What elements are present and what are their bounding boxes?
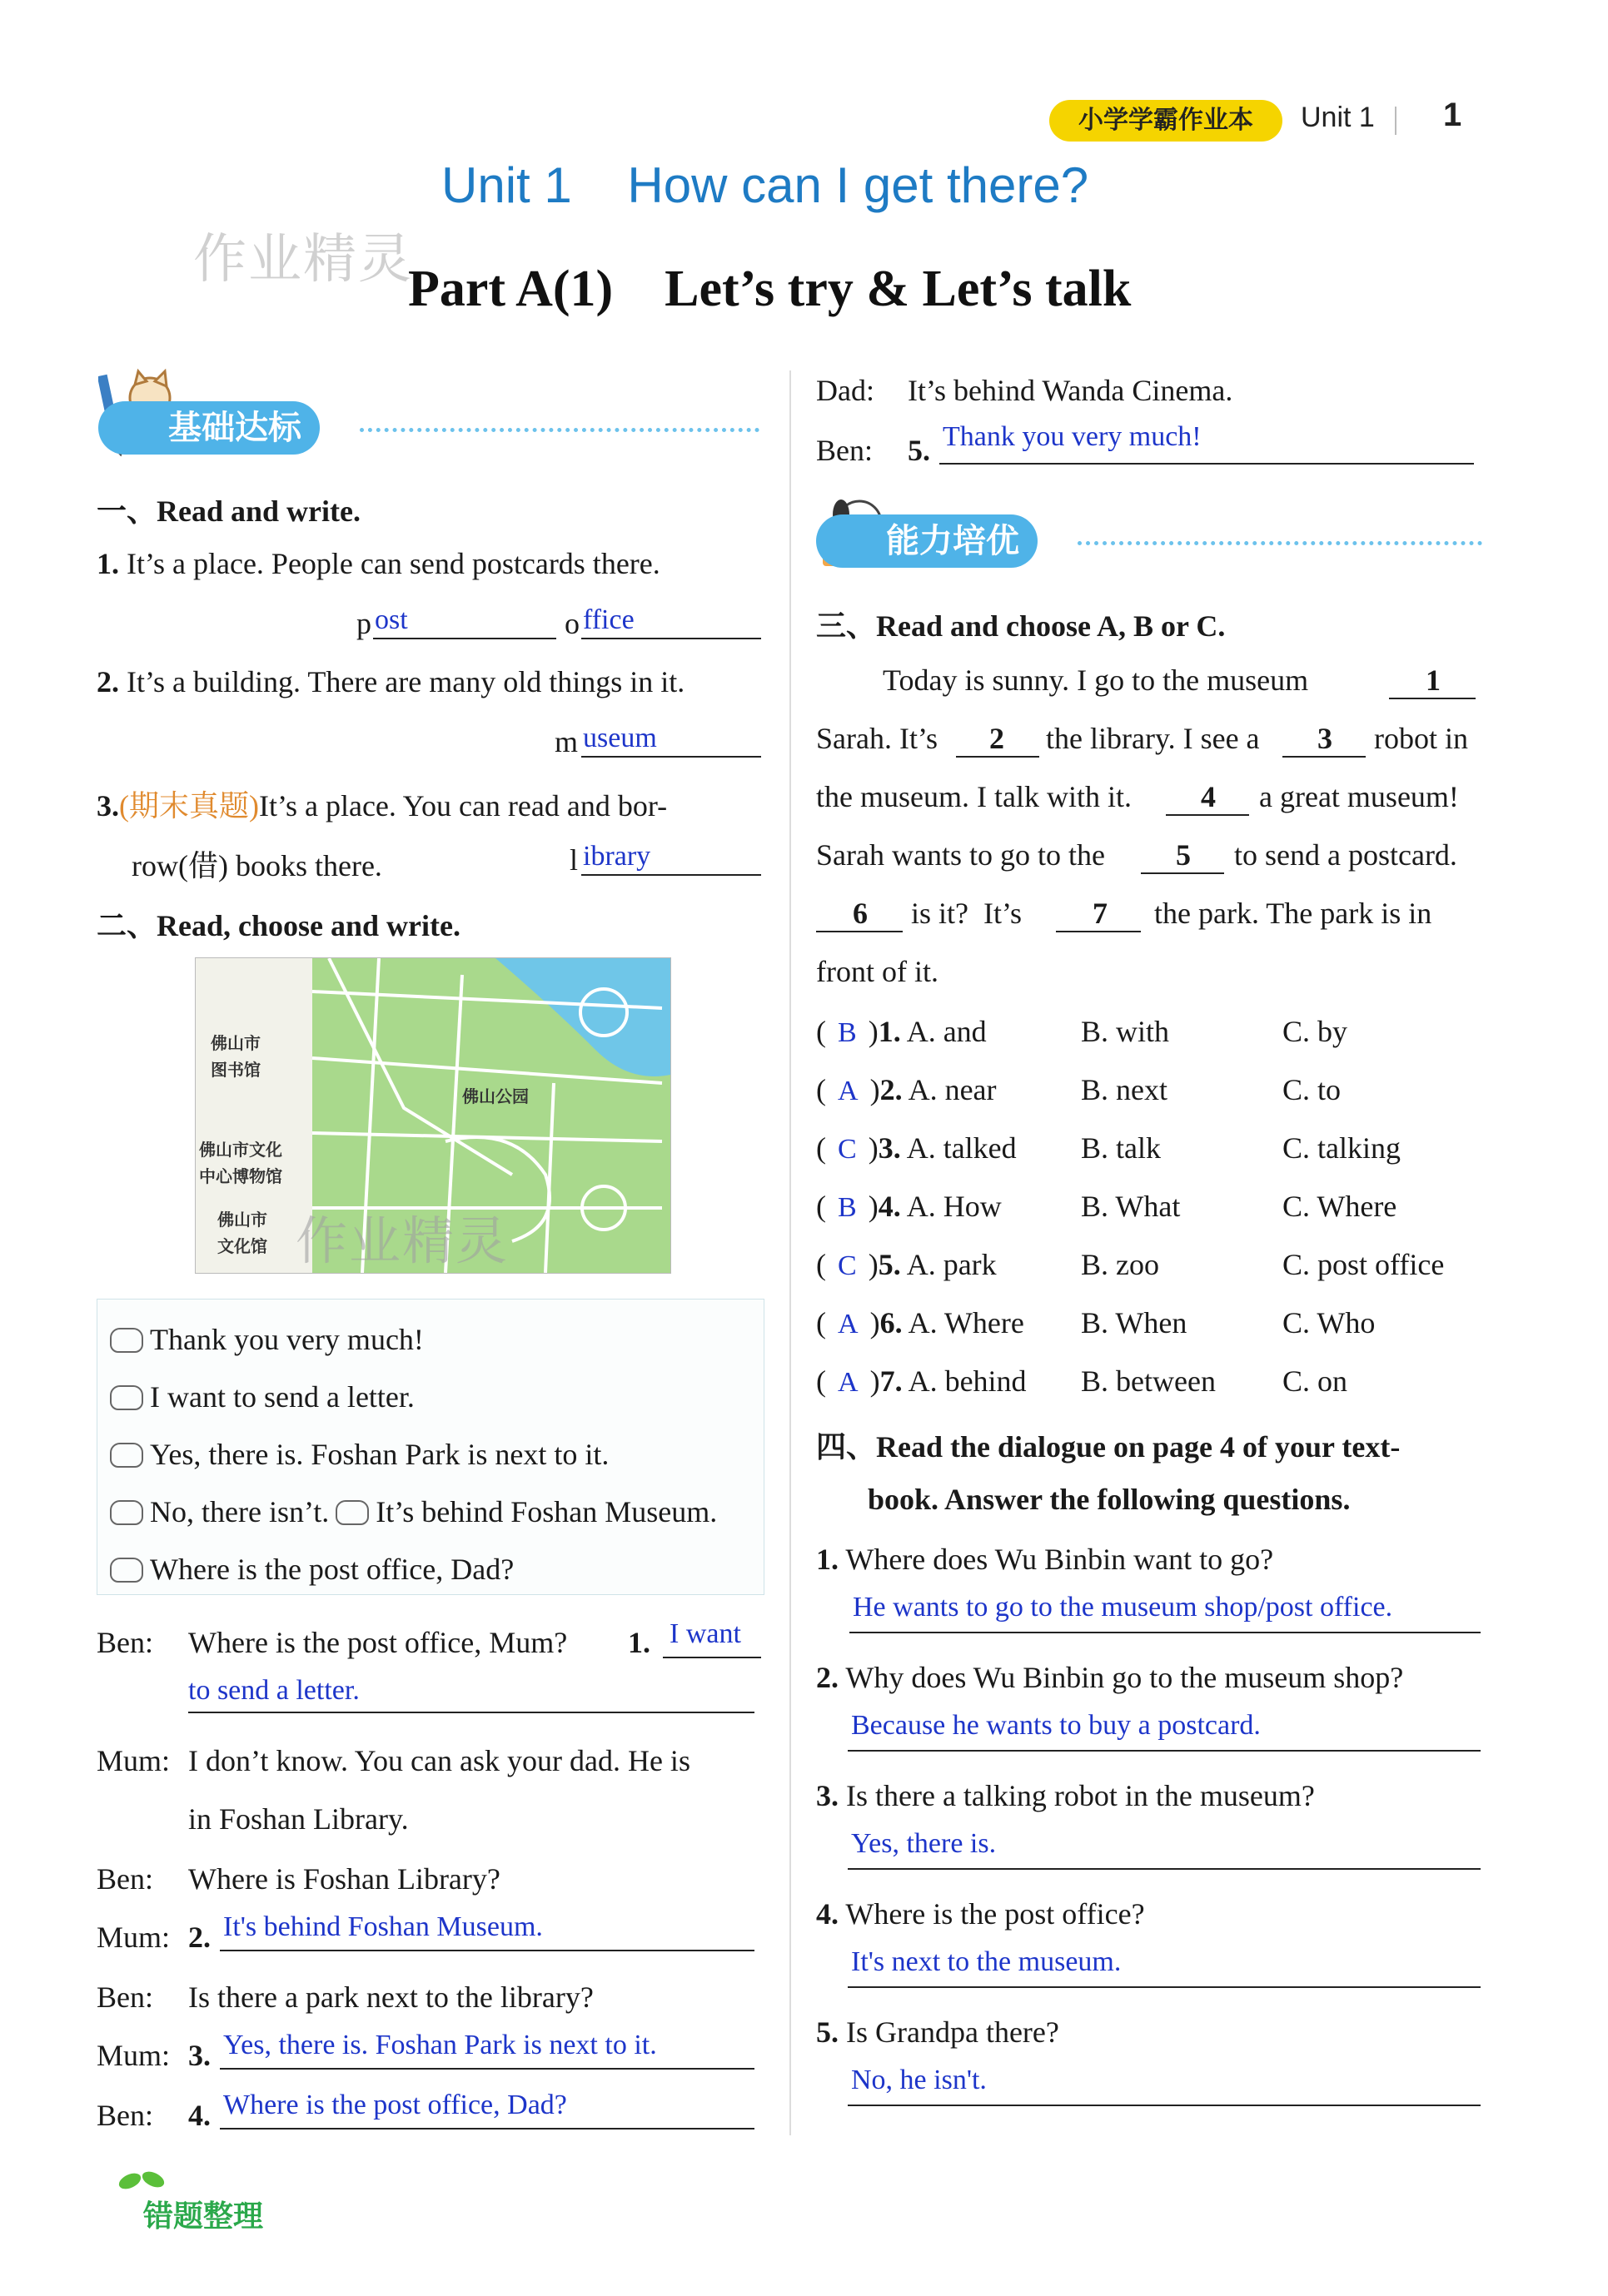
passage-blank: 7 — [1093, 897, 1108, 930]
passage-line: Today is sunny. I go to the museum — [883, 663, 1309, 697]
choice-number: 5. — [878, 1248, 901, 1281]
answer-line — [581, 874, 761, 876]
blank-number: 4. — [188, 2099, 211, 2132]
answer-line — [848, 1986, 1481, 1988]
answer-text: No, he isn't. — [851, 2065, 987, 2095]
answer-line — [848, 1868, 1481, 1870]
speaker-ben: Ben: — [97, 1862, 153, 1896]
question-number: 5. — [816, 2015, 839, 2049]
question-text: Where is the post office? — [845, 1897, 1145, 1931]
answer-line — [220, 2128, 754, 2130]
blank-number: 3. — [188, 2039, 211, 2072]
passage-line: a great museum! — [1259, 780, 1459, 813]
answer-line — [220, 1950, 754, 1951]
choice-b: B. between — [1081, 1364, 1216, 1398]
choice-a: A. park — [906, 1248, 997, 1281]
speaker-ben: Ben: — [97, 1626, 153, 1659]
blank-line — [1389, 698, 1476, 699]
choice-number: 6. — [879, 1306, 903, 1339]
dialogue-line: Where is the post office, Mum? — [188, 1626, 568, 1659]
choice-answer: A — [838, 1076, 859, 1106]
passage-line: is it? It’s — [911, 897, 1022, 930]
q1-prefix-o: o — [565, 607, 580, 640]
answer-text: He wants to go to the museum shop/post office. — [853, 1592, 1393, 1623]
dialogue-line: Where is Foshan Library? — [188, 1862, 500, 1896]
blank-number: 5. — [908, 434, 930, 467]
passage-line: the museum. I talk with it. — [816, 780, 1132, 813]
part1-heading: 一、Read and write. — [97, 494, 361, 528]
blank-line — [1141, 872, 1224, 874]
choice-b: B. next — [1081, 1073, 1167, 1106]
answer-text: It's next to the museum. — [851, 1946, 1122, 1977]
answer-line — [581, 756, 761, 758]
answer-2: It's behind Foshan Museum. — [223, 1911, 543, 1942]
part4-heading: 四、Read the dialogue on page 4 of your text- — [816, 1430, 1401, 1464]
speaker-ben: Ben: — [97, 1980, 153, 2014]
column-divider — [789, 370, 791, 2135]
choice-b: B. zoo — [1081, 1248, 1159, 1281]
choice-b: B. with — [1081, 1015, 1170, 1048]
q2-prefix: m — [555, 725, 579, 758]
answer-line — [849, 1632, 1481, 1633]
map-label-museum: 佛山市 文化馆 — [217, 1210, 267, 1256]
page-number: 1 — [1443, 97, 1462, 133]
answer-line — [581, 638, 761, 639]
speaker-mum: Mum: — [97, 1921, 171, 1954]
watermark: 作业精灵 — [193, 229, 413, 291]
map-label-library: 佛山市 图书馆 — [211, 1033, 261, 1080]
option-3: Yes, there is. Foshan Park is next to it. — [150, 1438, 610, 1471]
header-unit: Unit 1 — [1301, 102, 1375, 133]
q2-number: 2. — [97, 665, 119, 698]
part4-heading-cont: book. Answer the following questions. — [868, 1483, 1351, 1516]
q3-prefix: l — [570, 843, 579, 877]
q3-text1: It’s a place. You can read and bor- — [258, 789, 668, 822]
passage-blank: 1 — [1426, 663, 1441, 697]
choice-a: A. and — [906, 1015, 987, 1048]
blank-number: 2. — [188, 1921, 211, 1954]
passage-blank: 5 — [1176, 838, 1191, 872]
dialogue-line: in Foshan Library. — [188, 1802, 409, 1836]
question-text: Why does Wu Binbin go to the museum shop? — [845, 1661, 1404, 1694]
answer-line — [663, 1657, 761, 1658]
option-5: It’s behind Foshan Museum. — [376, 1495, 718, 1528]
bear-icon — [336, 1500, 369, 1525]
answer-line — [848, 1750, 1481, 1752]
q3-number: 3. — [97, 789, 119, 822]
passage-blank: 6 — [853, 897, 868, 930]
blank-line — [816, 931, 903, 932]
choice-answer: A — [838, 1367, 859, 1398]
q1-answer-ffice: ffice — [583, 604, 635, 635]
passage-line: the library. I see a — [1046, 722, 1260, 755]
choice-c: C. post office — [1282, 1248, 1445, 1281]
choice-answer: B — [838, 1192, 857, 1223]
unit-title: Unit 1 How can I get there? — [441, 157, 1089, 213]
dotted-divider — [360, 428, 759, 432]
question-text: Is Grandpa there? — [846, 2015, 1059, 2049]
bear-icon — [110, 1558, 143, 1583]
choice-a: A. behind — [908, 1364, 1027, 1398]
q2-answer: useum — [583, 723, 657, 753]
choice-c: C. by — [1282, 1015, 1348, 1048]
q1-number: 1. — [97, 547, 119, 580]
passage-line: the park. The park is in — [1154, 897, 1432, 930]
answer-text: Yes, there is. — [851, 1828, 997, 1859]
section-badge-advanced: 能力培优 — [816, 514, 1038, 568]
choice-c: C. talking — [1282, 1131, 1401, 1165]
dialogue-line: I don’t know. You can ask your dad. He is — [188, 1744, 690, 1777]
passage-blank: 2 — [989, 722, 1004, 755]
passage-blank: 3 — [1317, 722, 1332, 755]
speaker-mum: Mum: — [97, 2039, 171, 2072]
speaker-ben: Ben: — [816, 434, 873, 467]
answer-text: Because he wants to buy a postcard. — [851, 1710, 1261, 1741]
passage-line: Sarah. It’s — [816, 722, 938, 755]
answer-4: Where is the post office, Dad? — [223, 2090, 567, 2120]
leaf-icon — [113, 2166, 172, 2194]
option-6: Where is the post office, Dad? — [150, 1553, 515, 1586]
choice-number: 2. — [879, 1073, 903, 1106]
part3-heading: 三、Read and choose A, B or C. — [816, 609, 1226, 643]
blank-line — [1056, 931, 1141, 932]
error-notes-label: 错题整理 — [143, 2199, 264, 2234]
blank-line — [956, 756, 1039, 758]
choice-number: 7. — [879, 1364, 903, 1398]
q3-answer: ibrary — [583, 841, 651, 872]
speaker-mum: Mum: — [97, 1744, 171, 1777]
passage-line: Sarah wants to go to the — [816, 838, 1105, 872]
watermark: 作业精灵 — [296, 1210, 510, 1271]
choice-number: 4. — [878, 1190, 901, 1223]
choice-a: A. How — [906, 1190, 1002, 1223]
passage-blank: 4 — [1201, 780, 1216, 813]
bear-icon — [110, 1500, 143, 1525]
choice-c: C. to — [1282, 1073, 1342, 1106]
choice-answer: B — [838, 1017, 857, 1048]
choice-number: 1. — [878, 1015, 901, 1048]
blank-line — [1166, 814, 1249, 816]
map-label-park: 佛山公园 — [462, 1086, 529, 1106]
header-divider — [1395, 107, 1396, 135]
speaker-ben: Ben: — [97, 2099, 153, 2132]
exam-tag: (期末真题) — [119, 789, 259, 822]
part-title: Part A(1) Let’s try & Let’s talk — [408, 261, 1132, 317]
q1-text: It’s a place. People can send postcards there. — [127, 547, 660, 580]
blank-number: 1. — [628, 1626, 650, 1659]
choice-c: C. on — [1282, 1364, 1348, 1398]
question-text: Is there a talking robot in the museum? — [846, 1779, 1315, 1812]
choice-c: C. Who — [1282, 1306, 1376, 1339]
q2-text: It’s a building. There are many old things in it. — [127, 665, 685, 698]
answer-line — [848, 2105, 1481, 2106]
q1-answer-ost: ost — [375, 604, 408, 635]
answer-3: Yes, there is. Foshan Park is next to it. — [223, 2030, 657, 2060]
choice-a: A. talked — [906, 1131, 1017, 1165]
question-number: 4. — [816, 1897, 839, 1931]
answer-1a: I want — [670, 1618, 741, 1649]
choice-b: B. What — [1081, 1190, 1181, 1223]
answer-5: Thank you very much! — [943, 421, 1202, 452]
choice-b: B. talk — [1081, 1131, 1161, 1165]
part2-heading: 二、Read, choose and write. — [97, 909, 460, 942]
question-number: 3. — [816, 1779, 839, 1812]
bear-icon — [110, 1328, 143, 1353]
answer-line — [220, 2068, 754, 2070]
speaker-dad: Dad: — [816, 374, 874, 407]
map-image — [195, 957, 671, 1274]
option-1: Thank you very much! — [150, 1323, 424, 1356]
dotted-divider — [1078, 541, 1482, 545]
choice-c: C. Where — [1282, 1190, 1397, 1223]
answer-line — [939, 463, 1474, 465]
question-text: Where does Wu Binbin want to go? — [845, 1543, 1274, 1576]
option-2: I want to send a letter. — [150, 1380, 415, 1414]
bear-icon — [110, 1385, 143, 1410]
passage-line: front of it. — [816, 955, 938, 988]
choice-number: 3. — [878, 1131, 901, 1165]
option-4: No, there isn’t. — [150, 1495, 330, 1528]
q1-prefix-p: p — [356, 607, 371, 640]
map-label-culture-center: 佛山市文化 中心博物馆 — [199, 1140, 282, 1186]
answer-line — [188, 1712, 754, 1713]
dialogue-line: It’s behind Wanda Cinema. — [908, 374, 1233, 407]
passage-line: robot in — [1374, 722, 1468, 755]
question-number: 2. — [816, 1661, 839, 1694]
book-badge: 小学学霸作业本 — [1049, 100, 1282, 142]
section-badge-basic: 基础达标 — [98, 401, 320, 455]
choice-answer: C — [838, 1250, 857, 1281]
choice-answer: A — [838, 1309, 859, 1339]
question-number: 1. — [816, 1543, 839, 1576]
blank-line — [1282, 756, 1366, 758]
choice-b: B. When — [1081, 1306, 1187, 1339]
choice-a: A. Where — [908, 1306, 1024, 1339]
choice-a: A. near — [908, 1073, 997, 1106]
passage-line: to send a postcard. — [1234, 838, 1457, 872]
bear-icon — [110, 1443, 143, 1468]
choice-answer: C — [838, 1134, 857, 1165]
answer-line — [373, 638, 556, 639]
dialogue-line: Is there a park next to the library? — [188, 1980, 594, 2014]
q3-text2: row(借) books there. — [132, 849, 382, 882]
answer-1b: to send a letter. — [188, 1675, 360, 1706]
